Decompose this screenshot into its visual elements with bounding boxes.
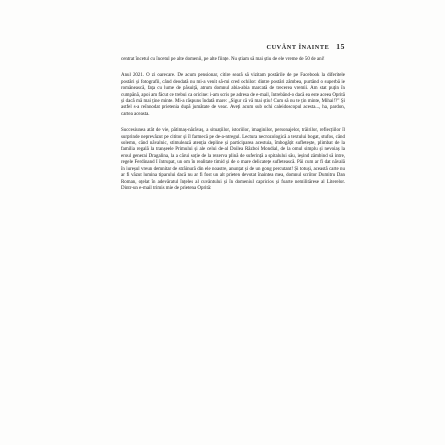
running-header <box>120 42 345 51</box>
paragraph-1: centrat încetul cu încetul pe alte domenii, pe alte ființe. Nu știam să mai știu de ele vreme de 50 de ani! <box>121 57 325 62</box>
paragraph-3: Succesiunea atât de vie, pătimaș-nărăvaș, a situațiilor, istoriilor, imaginilor, personajelor, trăirilor, reflecțiilor îl surprinde neprevăzut pe cititor și îl farmecă pe de-a-ntregul. Lectura necrozologică a textului bogat, stufos, când solemn, când năvalnic, stimulează atenția depline și participarea acestuia, îmbogățit sufletește, plimbat de la familia regală la tranșeele Primului și ale celui de-al Doilea Război Mondial, de la omul simplu și nevoiaș la eroul generai Dragalina, la a cărui soție de la rezerva plină de suferință a spitalului său, ieșind zâmbind să intre, regele Ferdinand I întrupat, un om în realitate timid și de o mare delicatețe sufletească. Păi cum ar fi dat năvală în iureșul vreun demnitar de străinură din ele noastre, anunțat și de un gong percutant! Și totuși, această carte nu ar fi văzut lumina tiparului dacă nu ar fi fost un alt prieten devotat înaintea mea, domnul scriitor Dumitru Dan Roman, oțelat în adevăratul înțeles al cuvântului și în domeniul capricios și foarte nemilitărese al Literelor. Dintr-un e-mail trimis mie de prietena Oprită: <box>121 128 345 191</box>
page-number: 15 <box>336 42 345 51</box>
paragraph-2: Anul 2021. O zi oarecare. De acum pensionar, citire seară să vizitam postările de pe Facebook la diferitele postări și fotografii, când deodată nu mi-a venit să-mi cred ochilor: dintre postări zâmbea, purtând o superbă ie românească, fața cu lume de păsuiță, atrum domnul abia-abia marcată de trecerea vremii. Am stat puțin în cumpănă, apoi am făcut ce trebui ca oricine: i-am scris pe adresa de e-mail, întrebând-o dacă ea este aceea Oprită și dacă mă mai ține minte. Mi-a răspuns îndată mare: „Sigur că vă mai știu! Cum să nu te țin minte, Mihai!?” Și astfel s-a reînnodat prietenia după jumătate de veac. Aveți acum sub ochi caleidoscopul acesta..., ha, pardon, cartea aceasta. <box>121 73 345 117</box>
chapter-title: CUVÂNT ÎNAINTE <box>266 44 330 51</box>
body-text <box>121 57 345 203</box>
